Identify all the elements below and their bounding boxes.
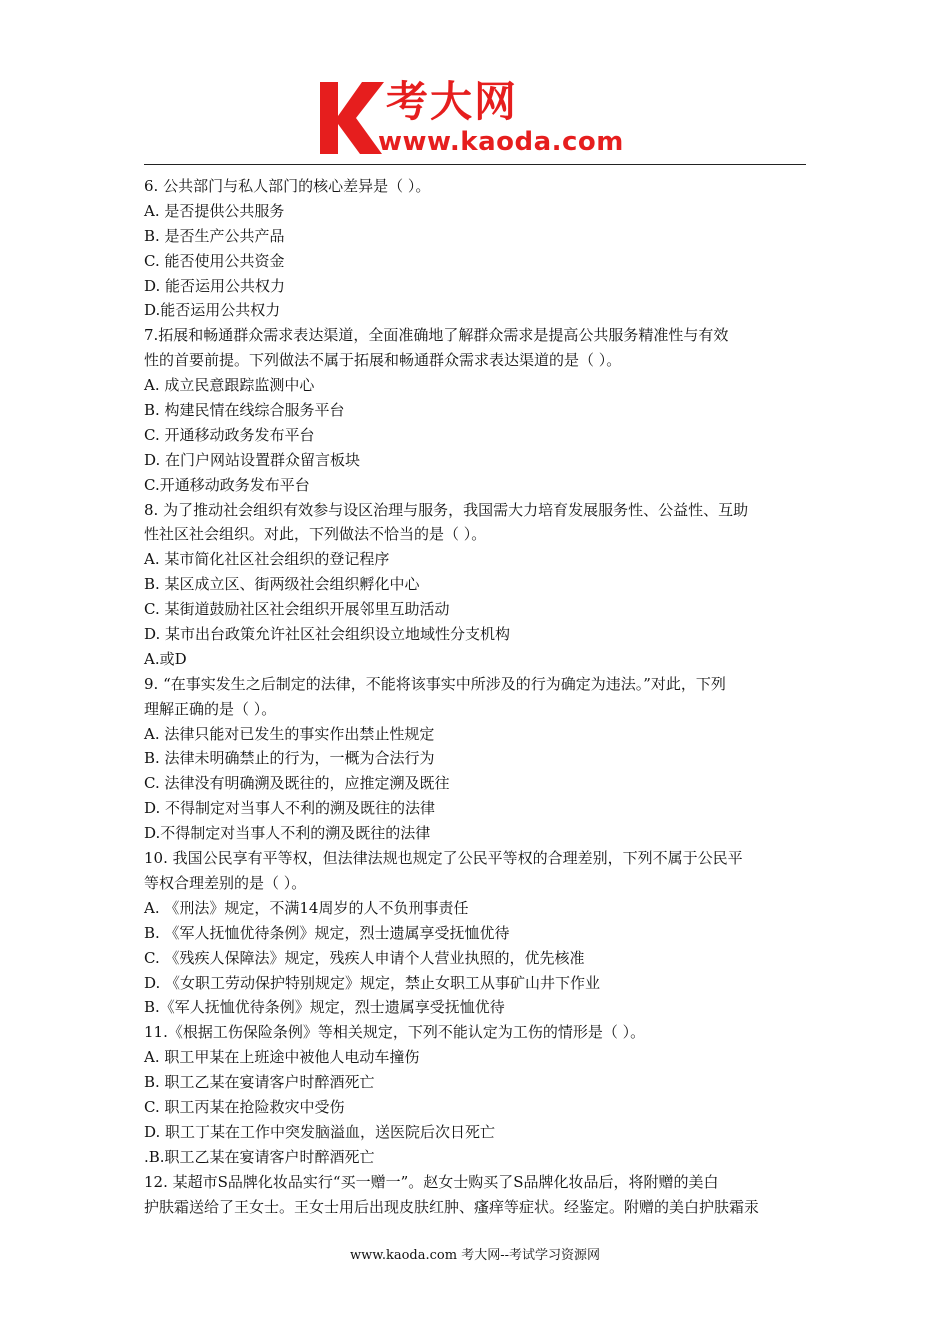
text-line: 10. 我国公民享有平等权，但法律法规也规定了公民平等权的合理差别，下列不属于公民平 bbox=[144, 849, 743, 868]
text-line: A. 成立民意跟踪监测中心 bbox=[144, 376, 315, 395]
text-line: C.开通移动政务发布平台 bbox=[144, 475, 310, 494]
text-line: B. 某区成立区、街两级社会组织孵化中心 bbox=[144, 575, 420, 594]
text-line: A. 法律只能对已发生的事实作出禁止性规定 bbox=[144, 724, 435, 743]
text-line: C. 某街道鼓励社区社会组织开展邻里互助活动 bbox=[144, 600, 450, 619]
text-line: D.不得制定对当事人不利的溯及既往的法律 bbox=[144, 824, 431, 843]
document-body bbox=[144, 174, 806, 1219]
text-line: 7.拓展和畅通群众需求表达渠道，全面准确地了解群众需求是提高公共服务精准性与有效 bbox=[144, 326, 729, 345]
text-line: D. 《女职工劳动保护特别规定》规定，禁止女职工从事矿山井下作业 bbox=[144, 973, 601, 992]
text-line: C. 能否使用公共资金 bbox=[144, 251, 285, 270]
text-line: A. 《刑法》规定，不满14周岁的人不负刑事责任 bbox=[144, 898, 469, 917]
logo-url: www.kaoda.com bbox=[378, 127, 624, 157]
kaoda-logo bbox=[318, 78, 648, 160]
text-line: 理解正确的是（ ）。 bbox=[144, 699, 277, 718]
text-line: D. 某市出台政策允许社区社会组织设立地域性分支机构 bbox=[144, 625, 511, 644]
text-line: C. 法律没有明确溯及既往的，应推定溯及既往 bbox=[144, 774, 450, 793]
text-line: B. 构建民情在线综合服务平台 bbox=[144, 401, 345, 420]
text-line: B. 是否生产公共产品 bbox=[144, 226, 285, 245]
text-line: B. 法律未明确禁止的行为，一概为合法行为 bbox=[144, 749, 435, 768]
text-line: C. 职工丙某在抢险救灾中受伤 bbox=[144, 1097, 345, 1116]
text-line: C. 《残疾人保障法》规定，残疾人申请个人营业执照的，优先核准 bbox=[144, 948, 585, 967]
text-line: 性的首要前提。下列做法不属于拓展和畅通群众需求表达渠道的是（ ）。 bbox=[144, 351, 622, 370]
text-line: A.或D bbox=[144, 649, 187, 668]
text-line: B. 职工乙某在宴请客户时醉酒死亡 bbox=[144, 1073, 375, 1092]
text-line: D. 职工丁某在工作中突发脑溢血，送医院后次日死亡 bbox=[144, 1122, 496, 1141]
text-line: A. 某市简化社区社会组织的登记程序 bbox=[144, 550, 390, 569]
text-line: 等权合理差别的是（ ）。 bbox=[144, 873, 307, 892]
text-line: 9. “在事实发生之后制定的法律，不能将该事实中所涉及的行为确定为违法。”对此，下列 bbox=[144, 674, 726, 693]
text-line: 12. 某超市S品牌化妆品实行“买一赠一”。赵女士购买了S品牌化妆品后，将附赠的美白 bbox=[144, 1172, 719, 1191]
text-line: 护肤霜送给了王女士。王女士用后出现皮肤红肿、瘙痒等症状。经鉴定。附赠的美白护肤霜汞 bbox=[144, 1197, 760, 1216]
text-line: 8. 为了推动社会组织有效参与设区治理与服务，我国需大力培育发展服务性、公益性、互助 bbox=[144, 500, 749, 519]
text-line: D.能否运用公共权力 bbox=[144, 301, 281, 320]
text-line: C. 开通移动政务发布平台 bbox=[144, 425, 315, 444]
text-line: A. 职工甲某在上班途中被他人电动车撞伤 bbox=[144, 1048, 420, 1067]
header-divider bbox=[144, 164, 806, 165]
text-line: A. 是否提供公共服务 bbox=[144, 201, 285, 220]
text-line: 11.《根据工伤保险条例》等相关规定，下列不能认定为工伤的情形是（ ）。 bbox=[144, 1023, 646, 1042]
text-line: D. 能否运用公共权力 bbox=[144, 276, 286, 295]
text-line: D. 不得制定对当事人不利的溯及既往的法律 bbox=[144, 799, 436, 818]
text-line: B. 《军人抚恤优待条例》规定，烈士遗属享受抚恤优待 bbox=[144, 923, 510, 942]
text-line: .B.职工乙某在宴请客户时醉酒死亡 bbox=[144, 1147, 375, 1166]
page-footer: www.kaoda.com 考大网--考试学习资源网 bbox=[350, 1248, 600, 1263]
logo-chinese-name: 考大网 bbox=[386, 77, 519, 126]
text-line: 6. 公共部门与私人部门的核心差异是（ ）。 bbox=[144, 177, 431, 195]
text-line: D. 在门户网站设置群众留言板块 bbox=[144, 450, 361, 469]
text-line: B.《军人抚恤优待条例》规定，烈士遗属享受抚恤优待 bbox=[144, 998, 505, 1017]
text-line: 性社区社会组织。对此，下列做法不恰当的是（ ）。 bbox=[144, 525, 487, 544]
